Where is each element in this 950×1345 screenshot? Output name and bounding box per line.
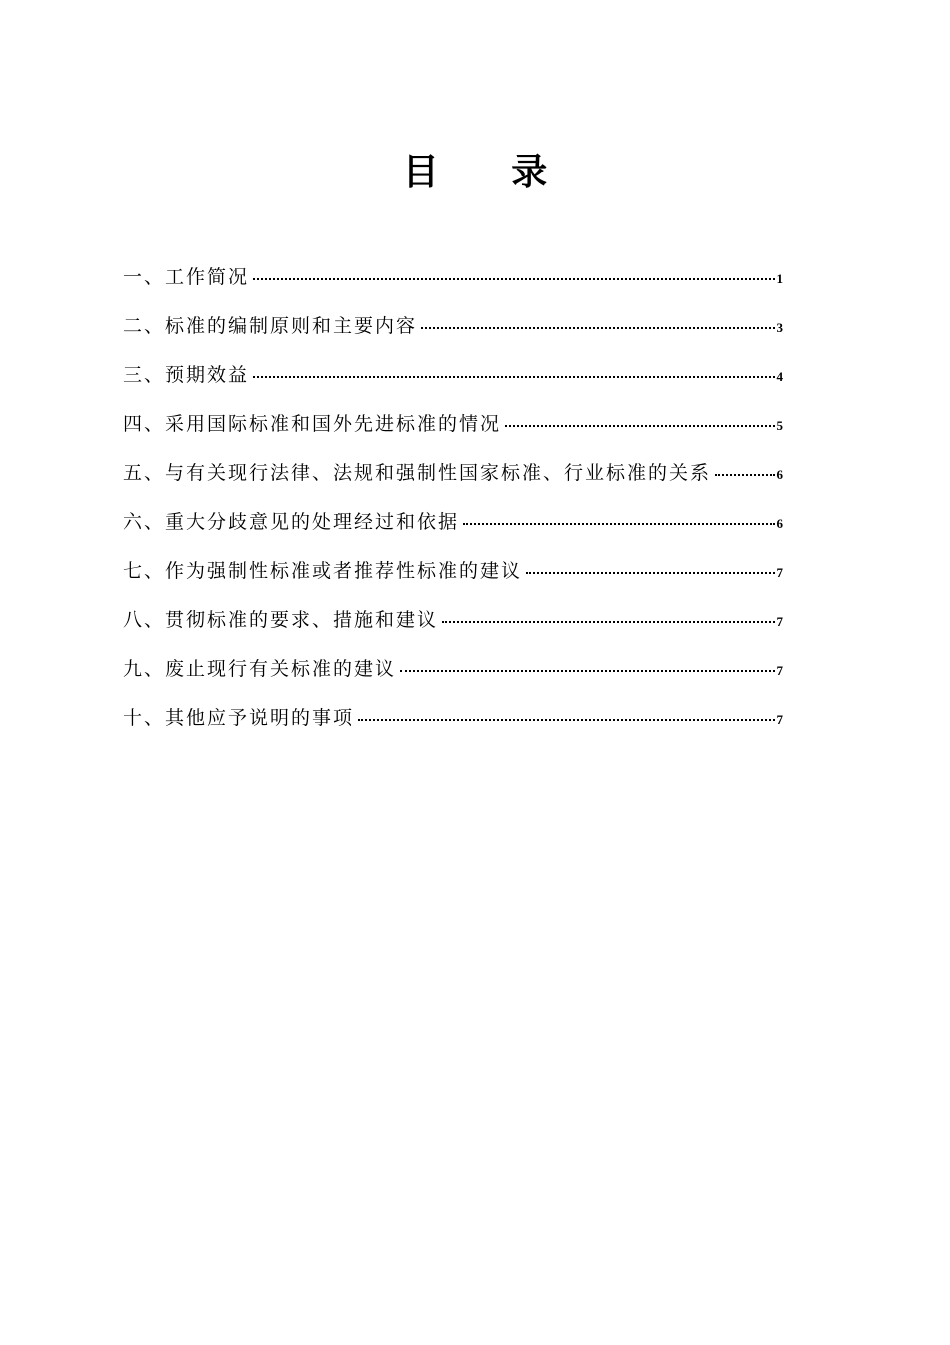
toc-leader-dots <box>463 523 774 525</box>
toc-entry-text: 一、工作简况 <box>123 266 250 288</box>
toc-entry-text: 五、与有关现行法律、法规和强制性国家标准、行业标准的关系 <box>123 462 712 484</box>
toc-entry-text: 九、废止现行有关标准的建议 <box>123 658 397 680</box>
toc-leader-dots <box>505 425 774 427</box>
toc-entry-text: 七、作为强制性标准或者推荐性标准的建议 <box>123 560 523 582</box>
toc-page-number: 7 <box>776 565 783 580</box>
toc-entry-text: 八、贯彻标准的要求、措施和建议 <box>123 609 439 631</box>
toc-page-number: 7 <box>776 712 783 727</box>
toc-page-number: 7 <box>776 614 783 629</box>
toc-leader-dots <box>253 278 774 280</box>
toc-entry[interactable] <box>123 311 783 360</box>
toc-page-number: 1 <box>776 271 783 286</box>
toc-leader-dots <box>253 376 774 378</box>
toc-entry[interactable] <box>123 703 783 752</box>
toc-entry-text: 四、采用国际标准和国外先进标准的情况 <box>123 413 502 435</box>
toc-leader-dots <box>526 572 774 574</box>
toc-entry[interactable] <box>123 262 783 311</box>
toc-page-number: 5 <box>776 418 783 433</box>
toc-entry[interactable] <box>123 605 783 654</box>
toc-entry-text: 六、重大分歧意见的处理经过和依据 <box>123 511 460 533</box>
toc-entry-text: 三、预期效益 <box>123 364 250 386</box>
toc-page-number: 7 <box>776 663 783 678</box>
toc-leader-dots <box>400 670 774 672</box>
toc-page-number: 6 <box>776 467 783 482</box>
toc-entry[interactable] <box>123 556 783 605</box>
toc-entry[interactable] <box>123 507 783 556</box>
toc-page-number: 4 <box>776 369 783 384</box>
toc-entry[interactable] <box>123 360 783 409</box>
toc-entry[interactable] <box>123 458 783 507</box>
toc-title: 目 录 <box>402 151 578 193</box>
toc-entry[interactable] <box>123 409 783 458</box>
toc-leader-dots <box>442 621 774 623</box>
toc-page-number: 3 <box>776 320 783 335</box>
toc-page-number: 6 <box>776 516 783 531</box>
toc-entry-text: 十、其他应予说明的事项 <box>123 707 355 729</box>
toc-leader-dots <box>715 474 774 476</box>
toc-entry-text: 二、标准的编制原则和主要内容 <box>123 315 418 337</box>
toc-leader-dots <box>421 327 774 329</box>
toc-list <box>123 262 783 752</box>
toc-leader-dots <box>358 719 774 721</box>
toc-entry[interactable] <box>123 654 783 703</box>
